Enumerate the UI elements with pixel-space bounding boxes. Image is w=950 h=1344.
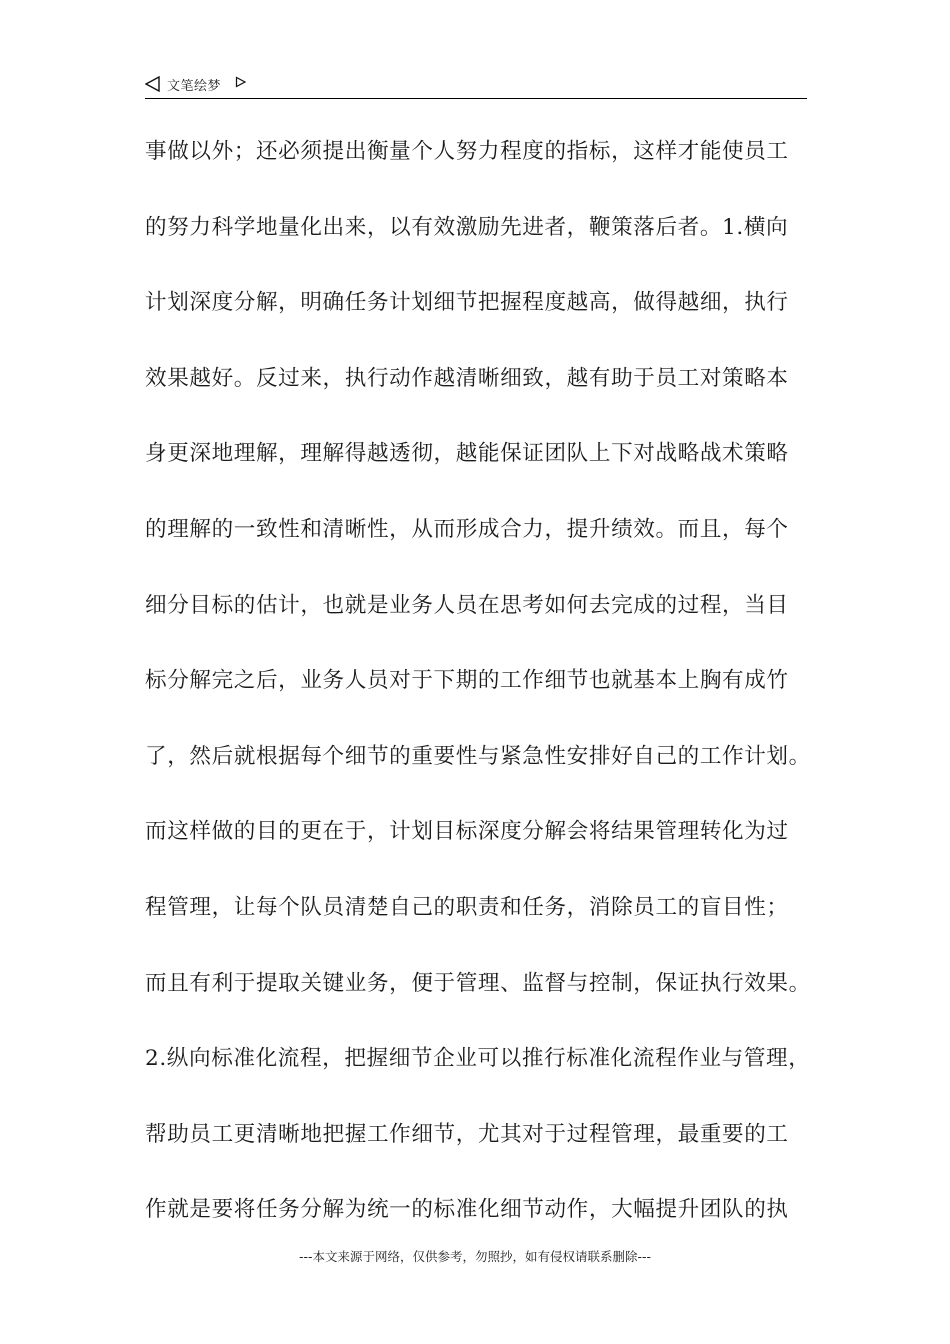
text-line: 细分目标的估计，也就是业务人员在思考如何去完成的过程，当目 xyxy=(145,592,789,618)
text-line: 帮助员工更清晰地把握工作细节，尤其对于过程管理，最重要的工 xyxy=(145,1121,789,1147)
text-line: 身更深地理解，理解得越透彻，越能保证团队上下对战略战术策略 xyxy=(145,441,789,467)
text-line: 作就是要将任务分解为统一的标准化细节动作，大幅提升团队的执 xyxy=(145,1197,789,1223)
text-line: 2.纵向标准化流程，把握细节企业可以推行标准化流程作业与管理， xyxy=(145,1046,811,1072)
text-line: 而这样做的目的更在于，计划目标深度分解会将结果管理转化为过 xyxy=(145,819,789,845)
footer-disclaimer: ---本文来源于网络，仅供参考，勿照抄，如有侵权请联系删除--- xyxy=(298,1249,652,1264)
triangle-right-icon xyxy=(235,76,247,90)
body-text xyxy=(145,132,811,1266)
text-line: 标分解完之后，业务人员对于下期的工作细节也就基本上胸有成竹 xyxy=(145,668,789,694)
header-title: 文笔绘梦 xyxy=(167,79,222,94)
text-line: 的理解的一致性和清晰性，从而形成合力，提升绩效。而且，每个 xyxy=(145,516,789,542)
text-line: 了，然后就根据每个细节的重要性与紧急性安排好自己的工作计划。 xyxy=(145,743,811,769)
page-header xyxy=(145,72,807,99)
text-line: 程管理，让每个队员清楚自己的职责和任务，消除员工的盲目性； xyxy=(145,894,789,920)
text-line: 计划深度分解，明确任务计划细节把握程度越高，做得越细，执行 xyxy=(145,290,789,316)
text-line: 事做以外；还必须提出衡量个人努力程度的指标，这样才能使员工 xyxy=(145,139,789,164)
triangle-left-icon xyxy=(145,76,161,92)
text-line: 而且有利于提取关键业务，便于管理、监督与控制，保证执行效果。 xyxy=(145,970,811,996)
text-line: 的努力科学地量化出来，以有效激励先进者，鞭策落后者。1.横向 xyxy=(145,214,789,240)
text-line: 效果越好。反过来，执行动作越清晰细致，越有助于员工对策略本 xyxy=(145,365,789,391)
